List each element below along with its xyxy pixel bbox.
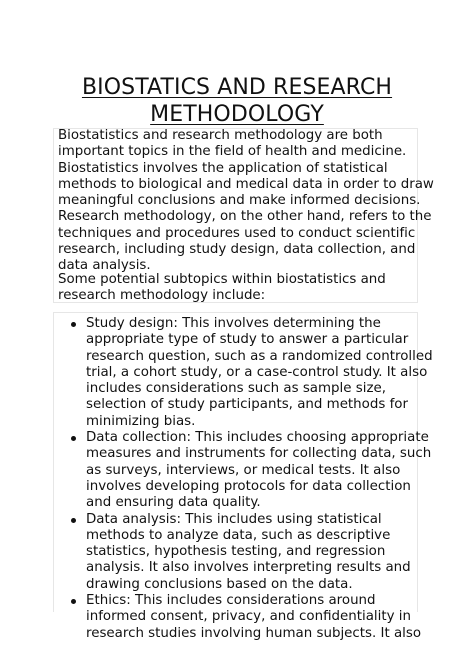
text-line: Some potential subtopics within biostatistics and [58,272,386,287]
text-line: drawing conclusions based on the data. [86,576,353,592]
list-item-data-analysis [62,512,418,593]
text-line: research methodology include: [58,288,266,304]
list-item-ethics [62,593,422,642]
text-line: meaningful conclusions and make informed decisions. [58,193,421,209]
subtopics-intro-paragraph [58,272,420,305]
title-line: METHODOLOGY [150,102,324,127]
subtopics-list [62,316,433,642]
text-line: research, including study design, data collection, and [58,242,416,258]
text-line: techniques and procedures used to conduct scientific [58,225,416,241]
text-line: research question, such as a randomized controlled [86,348,433,364]
list-item-study-design [62,316,433,430]
text-line: statistics, hypothesis testing, and regression [86,544,386,560]
text-line: and ensuring data quality. [86,495,261,511]
bullet-icon [71,322,76,327]
list-item-data-collection [62,430,432,511]
page-title [40,74,434,128]
bullet-icon [71,518,76,523]
text-line: appropriate type of study to answer a particular [86,332,409,348]
text-line: research studies involving human subjects. It also [86,625,422,641]
text-line: Study design: This involves determining the [86,316,381,331]
text-line: Biostatistics involves the application of statistical [58,160,388,176]
text-line: trial, a cohort study, or a case-control study. It also [86,364,428,380]
text-line: analysis. It also involves interpreting results and [86,560,411,576]
text-line: Ethics: This includes considerations around [86,593,376,609]
text-line: informed consent, privacy, and confidentiality in [86,609,411,625]
intro-paragraph [58,128,434,275]
text-line: data analysis. [58,258,151,274]
bullet-icon [71,599,76,604]
text-line: measures and instruments for collecting data, such [86,446,432,462]
text-line: methods to biological and medical data in order to draw [58,176,434,192]
text-line: important topics in the field of health and medicine. [58,144,407,160]
text-line: Data analysis: This includes using statistical [86,511,382,527]
text-line: involves developing protocols for data collection [86,478,411,494]
bullet-icon [71,436,76,441]
text-line: as surveys, interviews, or medical tests. It also [86,462,401,478]
text-line: methods to analyze data, such as descriptive [86,527,391,543]
text-line: includes considerations such as sample size, [86,381,386,397]
text-line: Research methodology, on the other hand, refers to the [58,209,432,225]
text-line: minimizing bias. [86,413,196,429]
text-line: selection of study participants, and methods for [86,397,409,413]
title-line: BIOSTATICS AND RESEARCH [81,75,393,100]
text-line: Biostatistics and research methodology are both [58,128,383,143]
text-line: Data collection: This includes choosing appropriate [86,430,429,446]
